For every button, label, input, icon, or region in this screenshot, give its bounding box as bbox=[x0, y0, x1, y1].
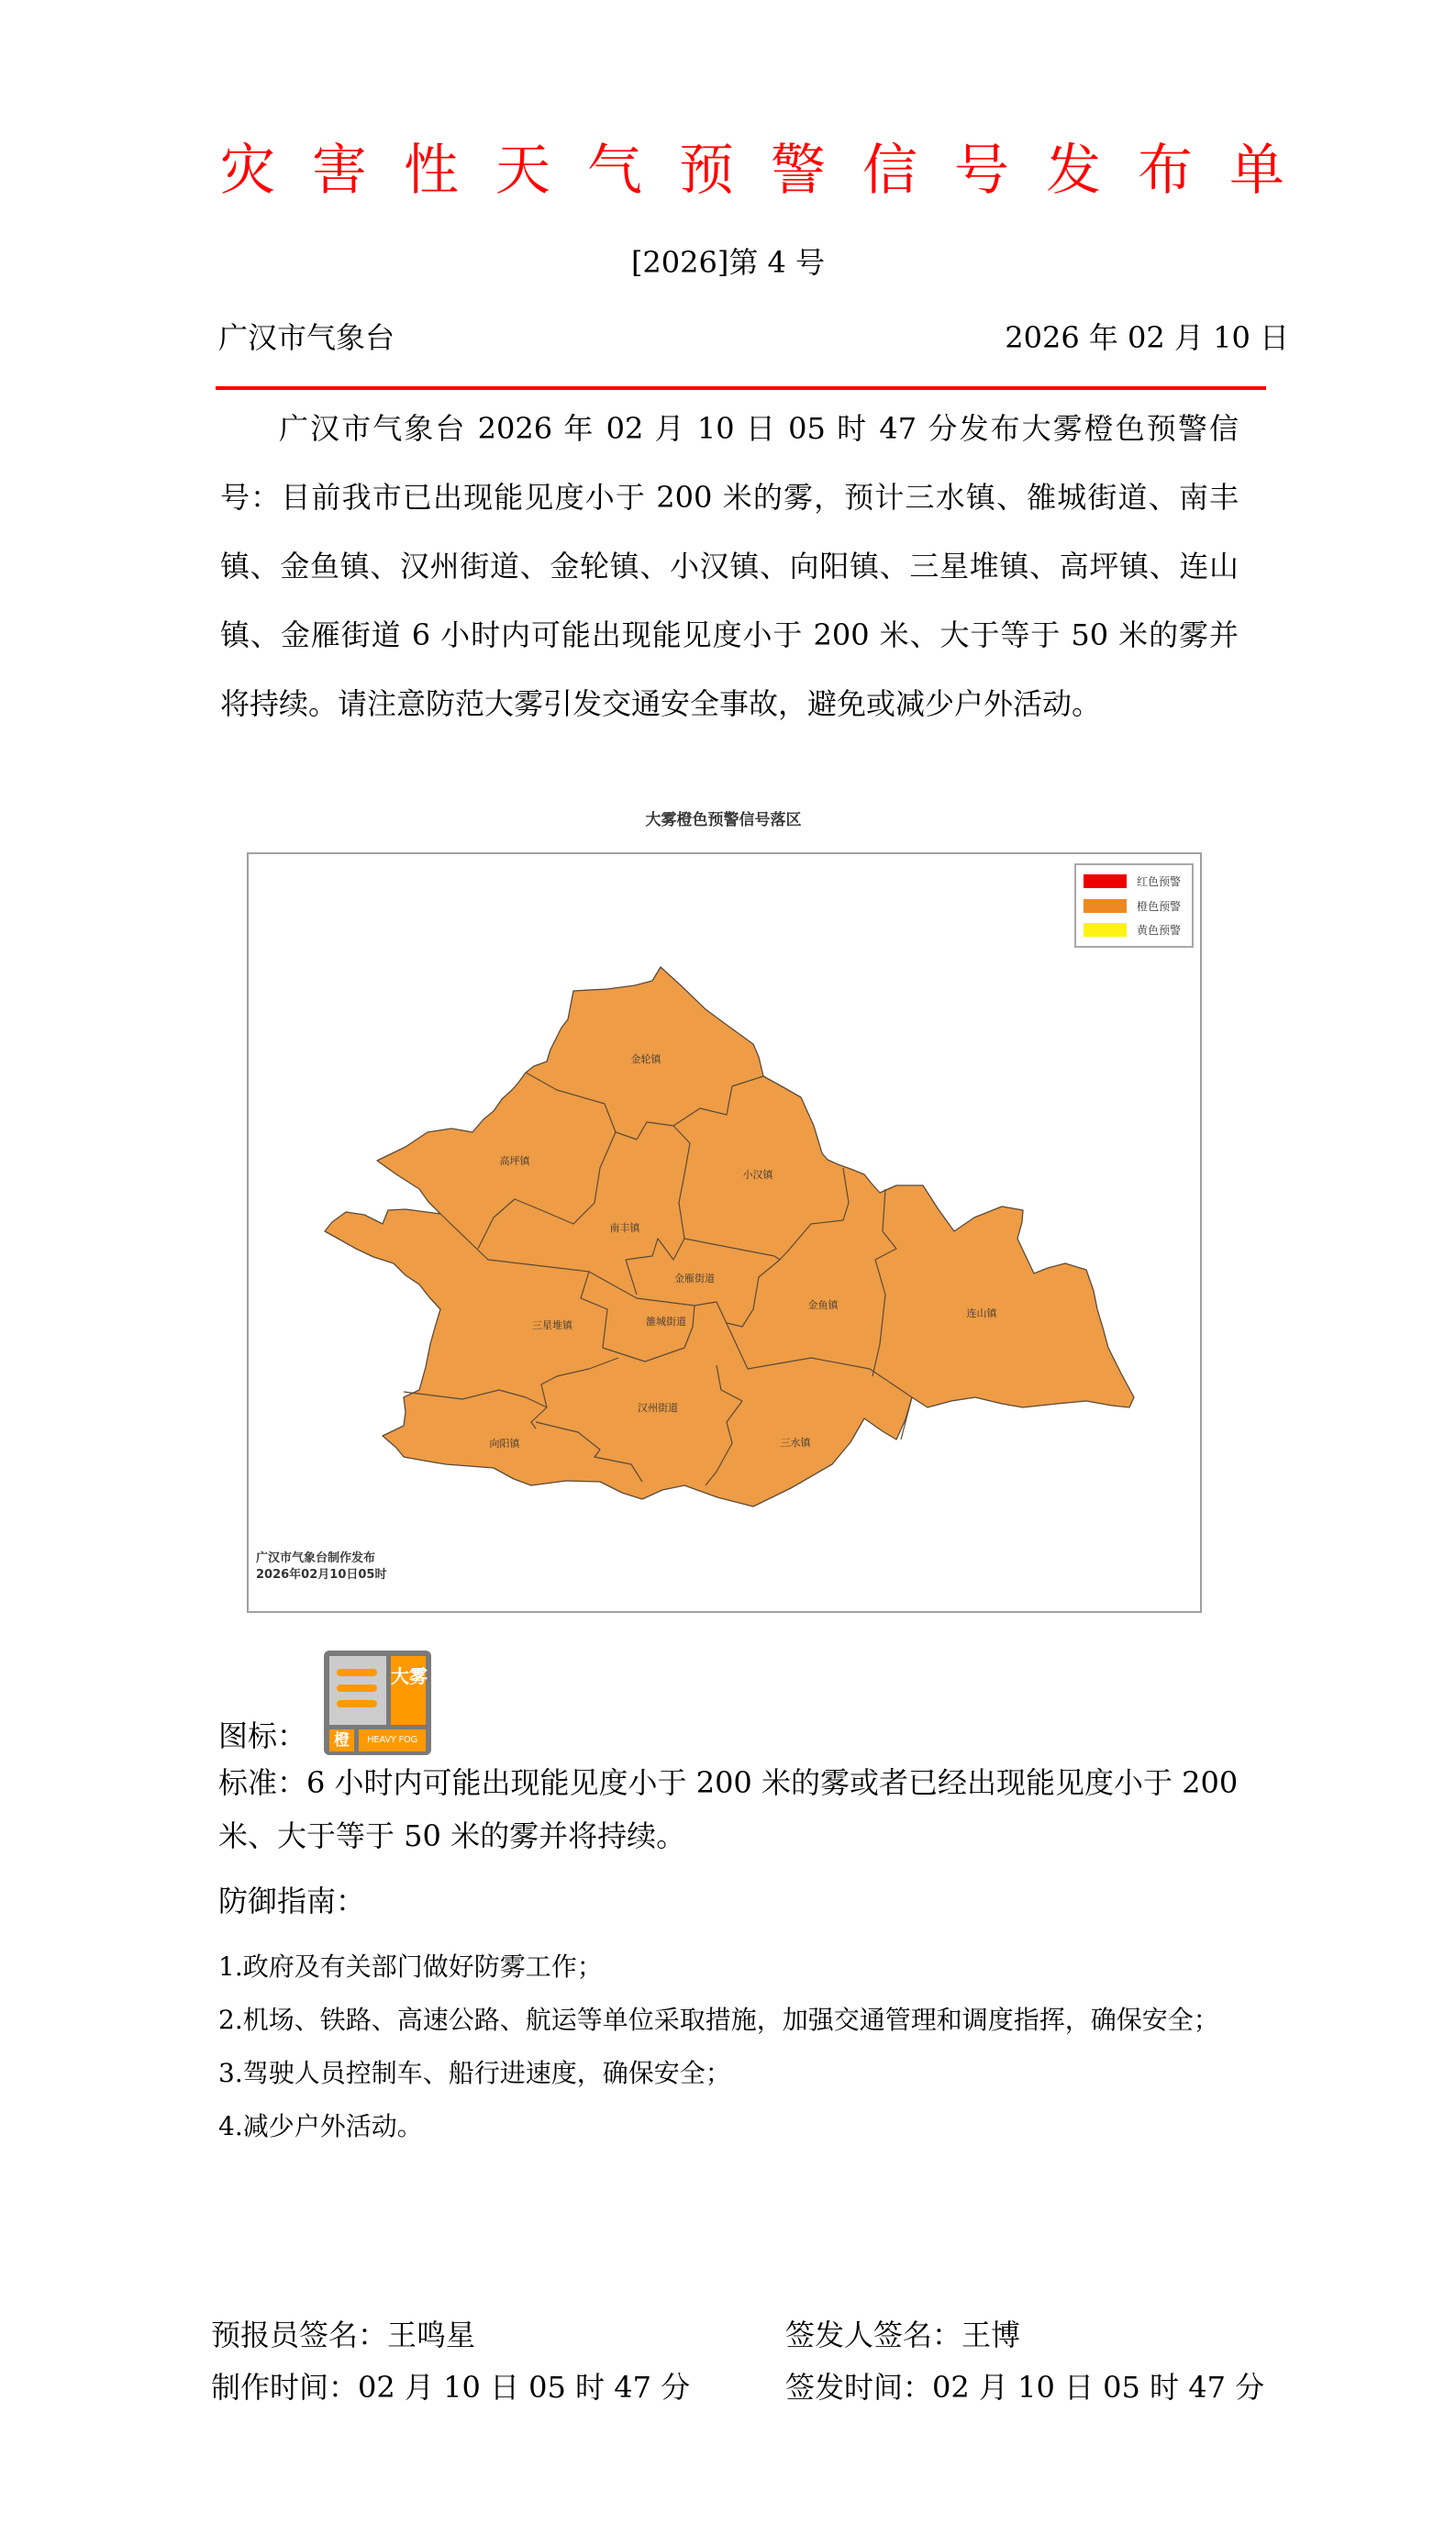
legend-label: 红色预警 bbox=[1137, 875, 1182, 888]
heavy-fog-orange-warning-icon bbox=[324, 1651, 431, 1755]
district-label-sanshui: 三水镇 bbox=[780, 1437, 811, 1449]
header-divider bbox=[216, 386, 1266, 390]
district-label-xiangyang: 向阳镇 bbox=[489, 1438, 520, 1450]
yellow-swatch-icon bbox=[1084, 923, 1127, 937]
warning-standard: 标准：6 小时内可能出现能见度小于 200 米的雾或者已经出现能见度小于 200 米、大于等于 50 米的雾并将持续。 bbox=[218, 1765, 1239, 1853]
issuer-name: 广汉市气象台 bbox=[218, 320, 395, 355]
district-label-hanzhou: 汉州街道 bbox=[638, 1402, 678, 1414]
map-credit-producer: 广汉市气象台制作发布 bbox=[256, 1551, 376, 1565]
document-number: [2026]第 4 号 bbox=[630, 245, 826, 280]
issue-time bbox=[785, 2369, 1264, 2406]
district-label-luocheng: 雒城街道 bbox=[646, 1316, 686, 1328]
issuer-label: 签发人签名： bbox=[785, 2318, 962, 2352]
red-swatch-icon bbox=[1084, 874, 1127, 888]
district-label-jinyu: 金鱼镇 bbox=[807, 1299, 839, 1311]
legend-label: 橙色预警 bbox=[1137, 900, 1182, 913]
document-title: 灾害性天气预警信号发布单 bbox=[220, 139, 1321, 203]
fog-line-icon bbox=[337, 1700, 377, 1707]
map-legend bbox=[1074, 863, 1194, 948]
icon-label: 图标： bbox=[218, 1718, 307, 1753]
issue-time-label: 签发时间： bbox=[785, 2370, 933, 2405]
issue-time-value: 02 月 10 日 05 时 47 分 bbox=[932, 2370, 1265, 2405]
warning-map bbox=[247, 852, 1202, 1613]
map-outline bbox=[325, 967, 1134, 1506]
legend-label: 黄色预警 bbox=[1137, 924, 1182, 937]
warning-paragraph: 广汉市气象台 2026 年 02 月 10 日 05 时 47 分发布大雾橙色预警信号：目前我市已出现能见度小于 200 米的雾，预计三水镇、雒城街道、南丰镇、金鱼镇、汉州街道、金轮镇、小汉镇、向阳镇、三星堆镇、高坪镇、连山镇、金雁街道 6 小时内可能出现能见度小于 200 米、大于等于 50 米的雾并将持续。请注意防范大雾引发交通安全事故，避免或减少户外活动。 bbox=[220, 411, 1239, 721]
map-credit bbox=[256, 1551, 386, 1584]
district-label-gaoping: 高坪镇 bbox=[499, 1155, 530, 1167]
guide-title: 防御指南： bbox=[218, 1884, 366, 1918]
fog-line-icon bbox=[337, 1669, 377, 1676]
guide-list bbox=[218, 1940, 1246, 2153]
guide-item: 3.驾驶人员控制车、船行进速度，确保安全； bbox=[218, 2058, 731, 2088]
guide-item: 1.政府及有关部门做好防雾工作； bbox=[218, 1951, 603, 1982]
district-label-lianshan: 连山镇 bbox=[966, 1307, 997, 1319]
guide-item: 4.减少户外活动。 bbox=[218, 2111, 423, 2141]
made-time bbox=[211, 2369, 690, 2406]
fog-line-icon bbox=[337, 1684, 377, 1692]
forecaster-name: 王鸣星 bbox=[387, 2318, 476, 2352]
map-title: 大雾橙色预警信号落区 bbox=[645, 811, 802, 829]
issuer-signature bbox=[785, 2317, 1020, 2353]
district-label-sanxingdui: 三星堆镇 bbox=[532, 1319, 572, 1331]
map-credit-time: 2026年02月10日05时 bbox=[256, 1568, 387, 1582]
icon-fog-label: 大雾 bbox=[391, 1656, 426, 1725]
warning-body bbox=[220, 395, 1239, 739]
district-label-jinlun: 金轮镇 bbox=[630, 1053, 661, 1065]
forecaster-label: 预报员签名： bbox=[211, 2318, 388, 2352]
forecaster-signature bbox=[211, 2317, 475, 2353]
made-time-label: 制作时间： bbox=[211, 2370, 359, 2405]
district-label-jinyan: 金雁街道 bbox=[674, 1273, 715, 1284]
issue-date: 2026 年 02 月 10 日 bbox=[1005, 320, 1289, 355]
orange-swatch-icon bbox=[1084, 899, 1127, 913]
map-graphic bbox=[249, 854, 1200, 1611]
guide-item: 2.机场、铁路、高速公路、航运等单位采取措施，加强交通管理和调度指挥，确保安全； bbox=[218, 2005, 1219, 2035]
made-time-value: 02 月 10 日 05 时 47 分 bbox=[358, 2370, 691, 2405]
icon-level-label: 橙 bbox=[329, 1729, 354, 1751]
issuer-signer-name: 王博 bbox=[961, 2318, 1021, 2352]
district-label-xiaohan: 小汉镇 bbox=[742, 1169, 773, 1181]
district-label-nanfeng: 南丰镇 bbox=[609, 1222, 640, 1234]
icon-english-label: HEAVY FOG bbox=[359, 1729, 426, 1751]
